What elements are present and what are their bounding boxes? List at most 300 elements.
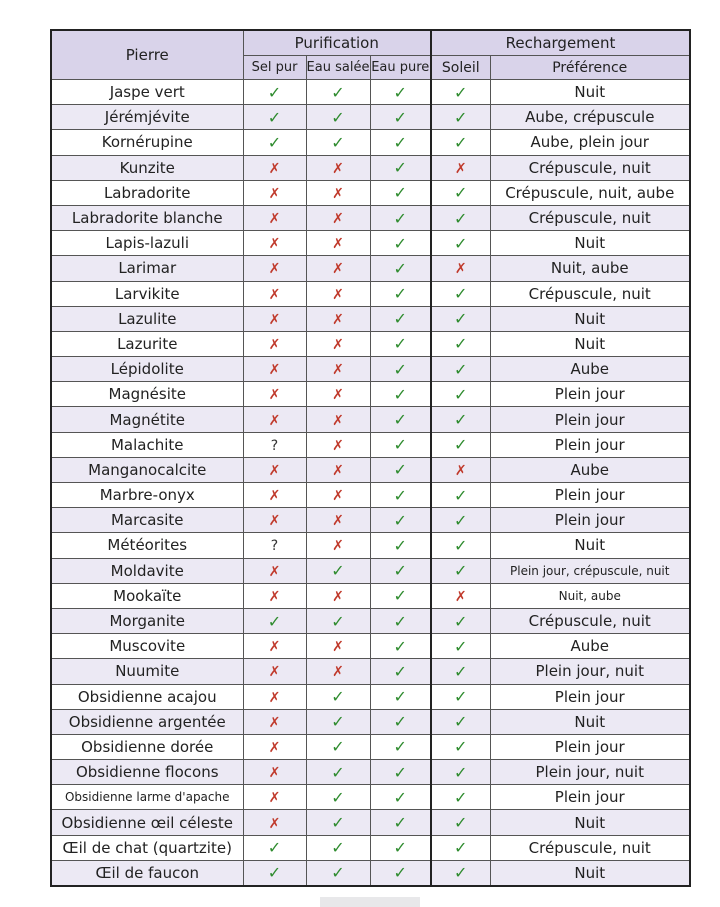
check-icon: ✓ [267,611,282,631]
table-row [51,785,690,810]
sel-pur-cell [243,155,306,180]
check-icon: ✓ [454,712,468,732]
stone-name: Kunzite [51,155,243,180]
sel-pur-cell [243,785,306,810]
check-icon: ✓ [331,737,345,757]
table-row [51,760,690,785]
soleil-cell [431,608,490,633]
preference-cell: Nuit [490,231,690,256]
check-icon: ✓ [331,838,345,858]
soleil-cell [431,155,490,180]
question-mark-icon: ? [270,437,279,454]
check-icon: ✓ [454,687,468,707]
eau-pure-cell [370,533,431,558]
table-row [51,734,690,759]
cross-icon: ✗ [332,437,344,454]
preference-cell: Nuit [490,80,690,105]
table-row [51,105,690,130]
sel-pur-cell [243,231,306,256]
cross-icon: ✗ [332,261,344,278]
stone-name: Manganocalcite [51,457,243,482]
eau-pure-cell [370,256,431,281]
table-row [51,835,690,860]
header-sel-pur: Sel pur [243,56,306,80]
check-icon: ✓ [393,611,407,631]
eau-salee-cell [306,357,370,382]
cross-icon: ✗ [268,160,281,177]
table-row [51,231,690,256]
stone-name: Obsidienne argentée [51,709,243,734]
soleil-cell [431,130,490,155]
soleil-cell [431,331,490,356]
soleil-cell [431,432,490,457]
check-icon: ✓ [454,813,468,833]
table-row [51,860,690,886]
sel-pur-cell [243,357,306,382]
cross-icon: ✗ [332,286,344,303]
check-icon: ✓ [331,687,345,707]
cross-icon: ✗ [454,462,467,479]
check-icon: ✓ [454,334,468,354]
check-icon: ✓ [454,636,468,656]
soleil-cell [431,357,490,382]
eau-pure-cell [370,558,431,583]
preference-cell: Plein jour [490,734,690,759]
stone-name: Lazurite [51,331,243,356]
check-icon: ✓ [267,863,282,883]
check-icon: ✓ [454,510,468,530]
cross-icon: ✗ [268,462,281,479]
soleil-cell [431,558,490,583]
check-icon: ✓ [454,787,468,807]
cross-icon: ✗ [332,488,344,505]
sel-pur-cell [243,608,306,633]
soleil-cell [431,734,490,759]
eau-pure-cell [370,357,431,382]
soleil-cell [431,105,490,130]
header-stone: Pierre [51,30,243,80]
cross-icon: ✗ [268,815,281,832]
eau-salee-cell [306,407,370,432]
sel-pur-cell [243,558,306,583]
soleil-cell [431,709,490,734]
stone-name: Œil de faucon [51,860,243,886]
eau-pure-cell [370,835,431,860]
check-icon: ✓ [454,863,468,883]
check-icon: ✓ [393,561,407,581]
eau-pure-cell [370,508,431,533]
check-icon: ✓ [331,762,345,782]
cross-icon: ✗ [268,588,281,605]
stones-table-container [50,29,691,887]
eau-pure-cell [370,659,431,684]
table-row [51,558,690,583]
table-row [51,205,690,230]
eau-pure-cell [370,634,431,659]
cross-icon: ✗ [332,362,344,379]
preference-cell: Aube [490,457,690,482]
eau-pure-cell [370,709,431,734]
stone-name: Météorites [51,533,243,558]
stone-name: Obsidienne acajou [51,684,243,709]
check-icon: ✓ [393,309,407,329]
soleil-cell [431,835,490,860]
stone-name: Obsidienne flocons [51,760,243,785]
soleil-cell [431,583,490,608]
cross-icon: ✗ [332,236,344,253]
check-icon: ✓ [331,712,345,732]
preference-cell: Aube, crépuscule [490,105,690,130]
preference-cell: Crépuscule, nuit, aube [490,180,690,205]
cross-icon: ✗ [268,387,281,404]
check-icon: ✓ [393,636,407,656]
check-icon: ✓ [393,132,407,152]
stone-name: Lapis-lazuli [51,231,243,256]
eau-pure-cell [370,608,431,633]
check-icon: ✓ [454,208,468,228]
eau-salee-cell [306,281,370,306]
sel-pur-cell [243,508,306,533]
check-icon: ✓ [454,309,468,329]
table-row [51,634,690,659]
cross-icon: ✗ [332,311,344,328]
eau-salee-cell [306,558,370,583]
stone-name: Larimar [51,256,243,281]
sel-pur-cell [243,709,306,734]
check-icon: ✓ [393,813,407,833]
eau-salee-cell [306,608,370,633]
sel-pur-cell [243,105,306,130]
check-icon: ✓ [331,561,345,581]
eau-pure-cell [370,382,431,407]
eau-pure-cell [370,583,431,608]
check-icon: ✓ [454,183,468,203]
cross-icon: ✗ [268,790,281,807]
soleil-cell [431,180,490,205]
preference-cell: Aube, plein jour [490,130,690,155]
cross-icon: ✗ [332,513,344,530]
check-icon: ✓ [331,863,345,883]
cross-icon: ✗ [332,588,344,605]
eau-salee-cell [306,457,370,482]
check-icon: ✓ [454,561,468,581]
preference-cell: Plein jour [490,508,690,533]
preference-cell: Aube [490,634,690,659]
preference-cell: Plein jour, nuit [490,760,690,785]
eau-salee-cell [306,180,370,205]
preference-cell: Plein jour, nuit [490,659,690,684]
preference-cell: Plein jour [490,382,690,407]
sel-pur-cell [243,634,306,659]
check-icon: ✓ [393,384,407,404]
eau-salee-cell [306,155,370,180]
sel-pur-cell [243,281,306,306]
sel-pur-cell [243,583,306,608]
soleil-cell [431,533,490,558]
check-icon: ✓ [331,813,345,833]
cross-icon: ✗ [454,160,467,177]
stone-name: Morganite [51,608,243,633]
soleil-cell [431,407,490,432]
check-icon: ✓ [393,410,407,430]
check-icon: ✓ [454,485,468,505]
sel-pur-cell [243,835,306,860]
table-row [51,457,690,482]
cross-icon: ✗ [332,185,344,202]
check-icon: ✓ [393,661,407,681]
stone-name: Obsidienne œil céleste [51,810,243,835]
cross-icon: ✗ [268,563,281,580]
eau-salee-cell [306,508,370,533]
sel-pur-cell [243,80,306,105]
table-row [51,583,690,608]
eau-salee-cell [306,835,370,860]
preference-cell: Nuit, aube [490,583,690,608]
sel-pur-cell [243,659,306,684]
sel-pur-cell [243,331,306,356]
soleil-cell [431,281,490,306]
soleil-cell [431,810,490,835]
check-icon: ✓ [454,535,468,555]
table-row [51,357,690,382]
table-row [51,659,690,684]
soleil-cell [431,760,490,785]
stone-name: Nuumite [51,659,243,684]
check-icon: ✓ [454,762,468,782]
soleil-cell [431,256,490,281]
table-row [51,256,690,281]
eau-salee-cell [306,810,370,835]
header-row-top [51,30,690,56]
sel-pur-cell [243,256,306,281]
sel-pur-cell [243,860,306,886]
table-row [51,306,690,331]
check-icon: ✓ [393,586,407,606]
eau-pure-cell [370,105,431,130]
check-icon: ✓ [393,762,407,782]
header-preference: Préférence [490,56,690,80]
soleil-cell [431,231,490,256]
table-row [51,533,690,558]
eau-pure-cell [370,760,431,785]
preference-cell: Plein jour, crépuscule, nuit [490,558,690,583]
check-icon: ✓ [393,535,407,555]
cross-icon: ✗ [268,689,281,706]
header-soleil: Soleil [431,56,490,80]
header-purification: Purification [243,30,431,56]
cross-icon: ✗ [268,639,281,656]
eau-pure-cell [370,331,431,356]
check-icon: ✓ [393,838,407,858]
cross-icon: ✗ [332,462,344,479]
eau-pure-cell [370,457,431,482]
sel-pur-cell [243,205,306,230]
cross-icon: ✗ [268,488,281,505]
check-icon: ✓ [267,838,282,858]
eau-pure-cell [370,231,431,256]
preference-cell: Plein jour [490,785,690,810]
eau-salee-cell [306,130,370,155]
cross-icon: ✗ [268,362,281,379]
stone-name: Marcasite [51,508,243,533]
table-row [51,382,690,407]
header-eau-salee: Eau salée [306,56,370,80]
soleil-cell [431,483,490,508]
preference-cell: Nuit [490,709,690,734]
preference-cell: Crépuscule, nuit [490,608,690,633]
preference-cell: Crépuscule, nuit [490,155,690,180]
check-icon: ✓ [393,158,407,178]
soleil-cell [431,457,490,482]
soleil-cell [431,508,490,533]
cross-icon: ✗ [268,513,281,530]
preference-cell: Crépuscule, nuit [490,835,690,860]
eau-salee-cell [306,483,370,508]
soleil-cell [431,860,490,886]
eau-pure-cell [370,810,431,835]
table-row [51,432,690,457]
check-icon: ✓ [267,132,282,152]
cross-icon: ✗ [332,639,344,656]
eau-pure-cell [370,281,431,306]
table-row [51,130,690,155]
eau-salee-cell [306,860,370,886]
eau-pure-cell [370,734,431,759]
stone-name: Magnésite [51,382,243,407]
check-icon: ✓ [454,737,468,757]
table-row [51,80,690,105]
preference-cell: Crépuscule, nuit [490,281,690,306]
table-row [51,684,690,709]
cross-icon: ✗ [268,236,281,253]
eau-salee-cell [306,684,370,709]
cross-icon: ✗ [268,211,281,228]
table-row [51,180,690,205]
check-icon: ✓ [393,82,407,102]
table-row [51,508,690,533]
stone-name: Jaspe vert [51,80,243,105]
check-icon: ✓ [393,435,407,455]
cross-icon: ✗ [268,739,281,756]
table-row [51,608,690,633]
sel-pur-cell [243,382,306,407]
cross-icon: ✗ [268,664,281,681]
preference-cell: Plein jour [490,684,690,709]
cross-icon: ✗ [332,211,344,228]
sel-pur-cell [243,306,306,331]
table-row [51,281,690,306]
sel-pur-cell [243,130,306,155]
eau-salee-cell [306,533,370,558]
stone-name: Œil de chat (quartzite) [51,835,243,860]
check-icon: ✓ [267,107,282,127]
stone-name: Labradorite [51,180,243,205]
stone-name: Mookaïte [51,583,243,608]
table-row [51,483,690,508]
eau-pure-cell [370,205,431,230]
stone-name: Malachite [51,432,243,457]
bottom-edge-bar [320,897,420,907]
stones-table [50,29,691,887]
cross-icon: ✗ [268,261,281,278]
table-row [51,331,690,356]
eau-salee-cell [306,785,370,810]
cross-icon: ✗ [268,765,281,782]
check-icon: ✓ [331,132,345,152]
eau-pure-cell [370,785,431,810]
eau-salee-cell [306,659,370,684]
cross-icon: ✗ [268,412,281,429]
stone-name: Marbre-onyx [51,483,243,508]
eau-salee-cell [306,709,370,734]
eau-salee-cell [306,760,370,785]
check-icon: ✓ [393,183,407,203]
sel-pur-cell [243,432,306,457]
eau-pure-cell [370,483,431,508]
cross-icon: ✗ [332,664,344,681]
question-mark-icon: ? [270,538,279,555]
check-icon: ✓ [393,712,407,732]
eau-salee-cell [306,634,370,659]
eau-salee-cell [306,306,370,331]
preference-cell: Nuit [490,860,690,886]
eau-salee-cell [306,734,370,759]
preference-cell: Plein jour [490,483,690,508]
preference-cell: Nuit [490,533,690,558]
preference-cell: Nuit [490,306,690,331]
eau-pure-cell [370,407,431,432]
table-body [51,80,690,887]
eau-salee-cell [306,432,370,457]
preference-cell: Nuit, aube [490,256,690,281]
cross-icon: ✗ [268,714,281,731]
cross-icon: ✗ [268,185,281,202]
sel-pur-cell [243,483,306,508]
eau-pure-cell [370,432,431,457]
cross-icon: ✗ [454,588,467,605]
check-icon: ✓ [454,82,468,102]
check-icon: ✓ [393,687,407,707]
cross-icon: ✗ [332,538,344,555]
check-icon: ✓ [393,258,407,278]
cross-icon: ✗ [332,387,344,404]
stone-name: Muscovite [51,634,243,659]
check-icon: ✓ [267,82,282,102]
cross-icon: ✗ [268,311,281,328]
check-icon: ✓ [393,208,407,228]
cross-icon: ✗ [332,412,344,429]
check-icon: ✓ [393,510,407,530]
sel-pur-cell [243,734,306,759]
eau-salee-cell [306,105,370,130]
stone-name: Obsidienne dorée [51,734,243,759]
eau-salee-cell [306,80,370,105]
eau-salee-cell [306,331,370,356]
stone-name: Jérémjévite [51,105,243,130]
cross-icon: ✗ [268,336,281,353]
check-icon: ✓ [393,359,407,379]
eau-pure-cell [370,80,431,105]
soleil-cell [431,306,490,331]
soleil-cell [431,634,490,659]
soleil-cell [431,205,490,230]
eau-pure-cell [370,306,431,331]
header-eau-pure: Eau pure [370,56,431,80]
stone-name: Kornérupine [51,130,243,155]
soleil-cell [431,80,490,105]
check-icon: ✓ [454,284,468,304]
check-icon: ✓ [454,435,468,455]
